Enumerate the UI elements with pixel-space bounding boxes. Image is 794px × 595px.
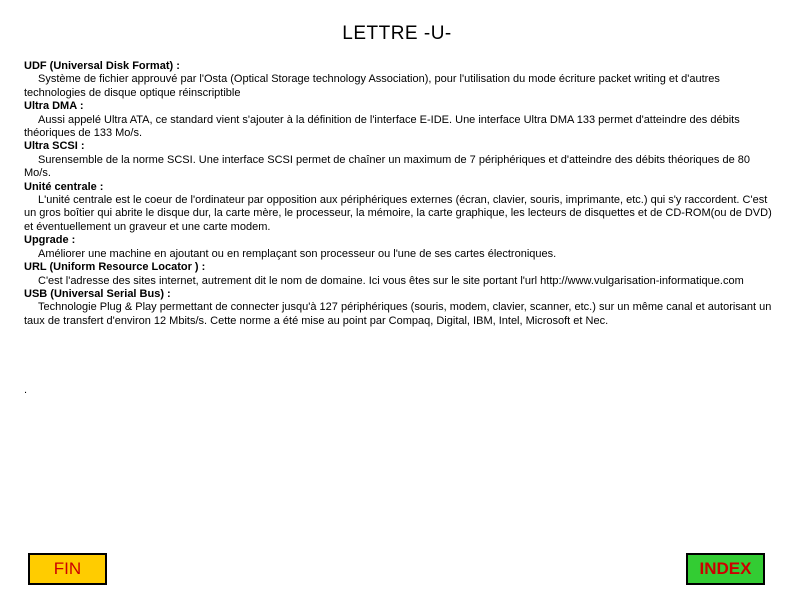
trailing-mark: .: [24, 384, 28, 396]
glossary-entry-url: [24, 261, 774, 288]
glossary-entry-usb: [24, 288, 774, 328]
entry-term: URL (Uniform Resource Locator ) :: [24, 261, 206, 274]
entry-definition: Surensemble de la norme SCSI. Une interface SCSI permet de chaîner un maximum de 7 périphériques et d'atteindre des débits théoriques de 80 Mo/s.: [24, 153, 750, 180]
entry-term: USB (Universal Serial Bus) :: [24, 287, 171, 300]
entry-definition: Système de fichier approuvé par l'Osta (Optical Storage technology Association), pour l'utilisation du mode écriture packet writing et d'autres technologies de disque optique réinscriptible: [24, 73, 720, 99]
entry-term: Ultra SCSI :: [24, 140, 85, 153]
fin-button[interactable]: FIN: [28, 553, 107, 585]
glossary-entry-ultra-scsi: [24, 140, 774, 180]
entry-term: Unité centrale :: [24, 180, 104, 193]
glossary-entry-udf: [24, 60, 774, 100]
entry-definition: Technologie Plug & Play permettant de connecter jusqu'à 127 périphériques (souris, modem, clavier, scanner, etc.) sur un même canal et autorisant un taux de transfert d'environ 12 Mbits/s. Cette norme a été mise au point par Compaq, Digital, IBM, Intel, Microsoft et Nec.: [24, 301, 772, 327]
glossary-entry-unite-centrale: [24, 181, 774, 235]
index-button[interactable]: INDEX: [686, 553, 765, 585]
entry-term: Upgrade :: [24, 234, 76, 247]
entry-definition: L'unité centrale est le coeur de l'ordinateur par opposition aux périphériques externes (écran, clavier, souris, imprimante, etc.) qui s'y raccordent. C'est un gros boîtier qui abrite le disque dur, la carte mère, le processeur, la mémoire, la carte graphique, les lecteurs de disquettes et de CD-ROM(ou de DVD) et éventuellement un graveur et une carte modem.: [24, 194, 772, 233]
glossary-entry-upgrade: [24, 234, 774, 261]
entry-definition: Aussi appelé Ultra ATA, ce standard vient s'ajouter à la définition de l'interface E-IDE. Une interface Ultra DMA 133 permet d'atteindre des débits théoriques de 133 Mo/s.: [24, 113, 740, 140]
page-title: LETTRE -U-: [342, 23, 452, 44]
entry-definition: C'est l'adresse des sites internet, autrement dit le nom de domaine. Ici vous êtes sur le site portant l'url http://www.vulgarisation-informatique.com: [38, 274, 744, 287]
entry-term: Ultra DMA :: [24, 100, 84, 113]
entry-definition: Améliorer une machine en ajoutant ou en remplaçant son processeur ou l'une de ses cartes électroniques.: [38, 247, 557, 260]
glossary-content: [24, 60, 774, 328]
entry-term: UDF (Universal Disk Format) :: [24, 60, 180, 72]
glossary-entry-ultra-dma: [24, 100, 774, 140]
